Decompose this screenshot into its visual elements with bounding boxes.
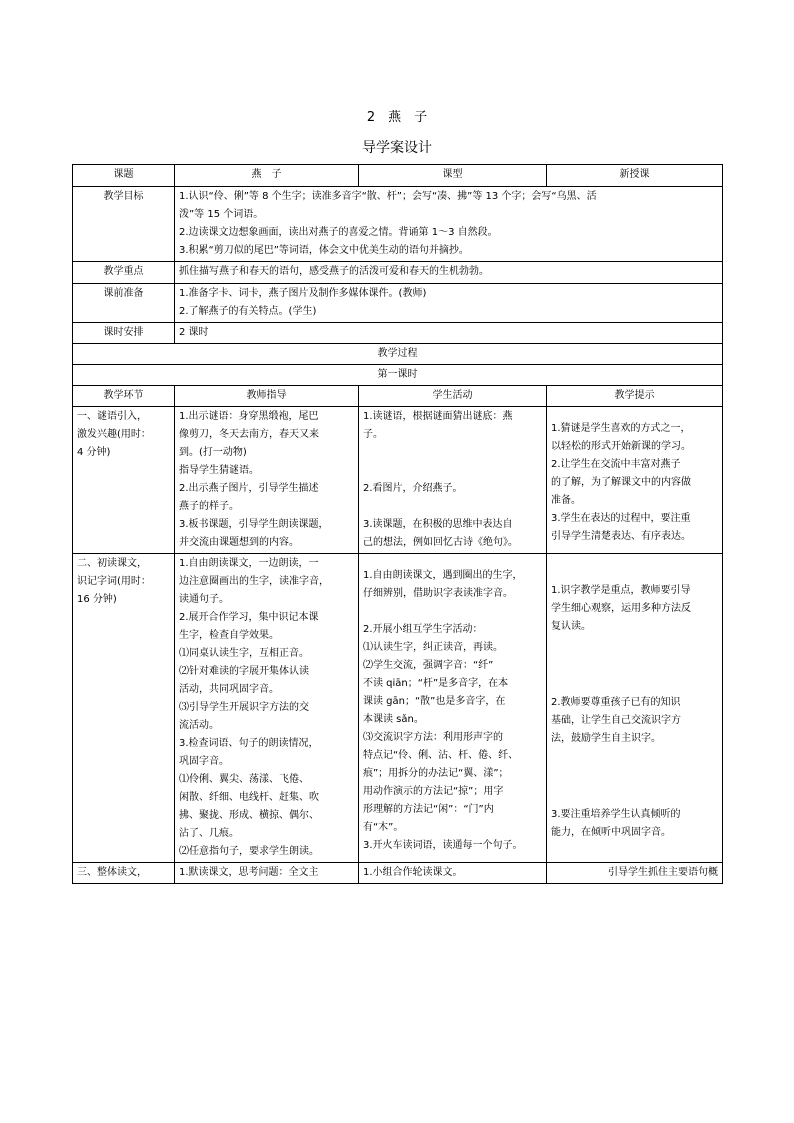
teacher-line: 巩固字音。 bbox=[179, 756, 229, 767]
col-header-teacher: 教师指导 bbox=[175, 386, 359, 407]
period-title: 第一课时 bbox=[73, 365, 723, 386]
teacher-line: 2.展开合作学习，集中识记本课 bbox=[179, 612, 319, 623]
stage-cell bbox=[73, 863, 175, 884]
student-line: 用动作演示的方法记“掠”；用字 bbox=[363, 786, 504, 797]
teacher-cell bbox=[175, 554, 359, 863]
col-header-student: 学生活动 bbox=[359, 386, 547, 407]
goals-row bbox=[73, 187, 723, 262]
student-line: 1.小组合作轮读课文。 bbox=[363, 867, 463, 878]
period-title-row bbox=[73, 365, 723, 386]
student-line: 有“木”。 bbox=[363, 822, 404, 833]
process-title: 教学过程 bbox=[73, 344, 723, 365]
student-cell bbox=[359, 554, 547, 863]
teacher-line: 沾了、几痕。 bbox=[179, 828, 239, 839]
student-line: 本课读 sǎn。 bbox=[363, 714, 424, 725]
type-value: 新授课 bbox=[547, 165, 723, 187]
tips-line: 2.教师要尊重孩子已有的知识 bbox=[551, 697, 681, 708]
teacher-line: 闲散、纤细、电线杆、赶集、吹 bbox=[179, 792, 319, 803]
teacher-cell bbox=[175, 863, 359, 884]
prep-line: 2.了解燕子的有关特点。(学生) bbox=[179, 306, 317, 317]
student-line: 2.看图片，介绍燕子。 bbox=[363, 483, 463, 494]
tips-line: 学生细心观察，运用多种方法反 bbox=[551, 603, 691, 614]
col-header-tips: 教学提示 bbox=[547, 386, 723, 407]
tips-cell bbox=[547, 554, 723, 863]
student-cell bbox=[359, 407, 547, 554]
tips-line: 2.让学生在交流中丰富对燕子 bbox=[551, 459, 681, 470]
tips-line: 3.要注重培养学生认真倾听的 bbox=[551, 809, 681, 820]
goal-line: 1.认识“伶、俐”等 8 个生字；读准多音字“散、杆”；会写“凑、拂”等 13 个字；会写“乌黑、活 bbox=[179, 191, 597, 202]
teacher-line: 1.出示谜语：身穿黑缎袍，尾巴 bbox=[179, 411, 319, 422]
tips-line: 的了解，为了解课文中的内容做 bbox=[551, 477, 691, 488]
goal-line: 2.边读课文边想象画面，读出对燕子的喜爱之情。背诵第 1～3 自然段。 bbox=[179, 227, 498, 238]
teacher-line: 到。(打一动物) bbox=[179, 447, 247, 458]
stage-row bbox=[73, 554, 723, 863]
teacher-line: 1.默读课文，思考问题：全文主 bbox=[179, 867, 319, 878]
stage-line: 识记字词(用时： bbox=[77, 576, 151, 587]
tips-line: 复认读。 bbox=[551, 621, 591, 632]
prep-content bbox=[175, 284, 723, 323]
focus-row bbox=[73, 262, 723, 284]
teacher-line: 并交流由课题想到的内容。 bbox=[179, 537, 299, 548]
student-line: 不读 qiān；“杆”是多音字，在本 bbox=[363, 678, 509, 689]
tips-line: 法，鼓励学生自主识字。 bbox=[551, 733, 661, 744]
topic-label: 课题 bbox=[73, 165, 175, 187]
header-row bbox=[73, 165, 723, 187]
student-line: ⑴认读生字，纠正读音，再读。 bbox=[363, 642, 503, 653]
teacher-line: ⑶引导学生开展识字方法的交 bbox=[179, 702, 309, 713]
stage-line: 三、整体读文， bbox=[77, 867, 147, 878]
teacher-line: ⑴同桌认读生字，互相正音。 bbox=[179, 648, 309, 659]
tips-line: 准备。 bbox=[551, 495, 581, 506]
lesson-plan-table bbox=[72, 164, 723, 884]
teacher-line: 燕子的样子。 bbox=[179, 501, 239, 512]
student-line: 己的想法，例如回忆古诗《绝句》。 bbox=[363, 537, 518, 548]
tips-line: 引导学生清楚表达、有序表达。 bbox=[551, 531, 691, 542]
stage-cell bbox=[73, 554, 175, 863]
column-header-row bbox=[73, 386, 723, 407]
student-line: 2.开展小组互学生字活动： bbox=[363, 624, 483, 635]
student-cell bbox=[359, 863, 547, 884]
tips-line: 3.学生在表达的过程中，要注重 bbox=[551, 513, 691, 524]
tips-line: 1.识字教学是重点，教师要引导 bbox=[551, 585, 691, 596]
stage-row bbox=[73, 407, 723, 554]
schedule-label: 课时安排 bbox=[73, 323, 175, 344]
focus-text: 抓住描写燕子和春天的语句，感受燕子的活泼可爱和春天的生机勃勃。 bbox=[175, 262, 723, 284]
type-label: 课型 bbox=[359, 165, 547, 187]
tips-cell bbox=[547, 407, 723, 554]
stage-row bbox=[73, 863, 723, 884]
tips-line: 引导学生抓住主要语句概 bbox=[608, 867, 718, 878]
teacher-line: 1.自由朗读课文，一边朗读，一 bbox=[179, 558, 319, 569]
student-line: 仔细辨别，借助识字表读准字音。 bbox=[363, 588, 513, 599]
goal-line: 3.积累“剪刀似的尾巴”等词语，体会文中优美生动的语句并摘抄。 bbox=[179, 245, 469, 256]
teacher-line: 读通句子。 bbox=[179, 594, 229, 605]
teacher-line: 生字，检查自学效果。 bbox=[179, 630, 279, 641]
teacher-line: 拂、聚拢、形成、横掠、偶尔、 bbox=[179, 810, 319, 821]
col-header-stage: 教学环节 bbox=[73, 386, 175, 407]
goal-line: 泼”等 15 个词语。 bbox=[179, 209, 264, 220]
tips-line: 基础，让学生自己交流识字方 bbox=[551, 715, 681, 726]
student-line: 特点记“伶、俐、沾、杆、倦、纤、 bbox=[363, 750, 519, 761]
teacher-line: 边注意圈画出的生字，读准字音， bbox=[179, 576, 329, 587]
tips-line: 以轻松的形式开始新课的学习。 bbox=[551, 441, 691, 452]
prep-label: 课前准备 bbox=[73, 284, 175, 323]
student-line: ⑶交流识字方法：利用形声字的 bbox=[363, 732, 503, 743]
teacher-line: ⑵针对难读的字展开集体认读 bbox=[179, 666, 309, 677]
student-line: 形理解的方法记“闲”：“门”内 bbox=[363, 804, 494, 815]
teacher-line: ⑵任意指句子，要求学生朗读。 bbox=[179, 846, 319, 857]
teacher-line: 像剪刀，冬天去南方，春天又来 bbox=[179, 429, 319, 440]
focus-label: 教学重点 bbox=[73, 262, 175, 284]
teacher-line: 2.出示燕子图片，引导学生描述 bbox=[179, 483, 319, 494]
stage-line: 二、初读课文， bbox=[77, 558, 147, 569]
tips-line: 1.猜谜是学生喜欢的方式之一， bbox=[551, 423, 691, 434]
student-line: ⑵学生交流，强调字音：“纤” bbox=[363, 660, 494, 671]
stage-line: 16 分钟) bbox=[77, 594, 117, 605]
student-line: 子。 bbox=[363, 429, 383, 440]
student-line: 1.读谜语，根据谜面猜出谜底：燕 bbox=[363, 411, 513, 422]
goals-label: 教学目标 bbox=[73, 187, 175, 262]
teacher-line: 活动，共同巩固字音。 bbox=[179, 684, 279, 695]
student-line: 1.自由朗读课文，遇到圈出的生字， bbox=[363, 570, 523, 581]
student-line: 3.开火车读词语，读通每一个句子。 bbox=[363, 840, 523, 851]
teacher-line: 流活动。 bbox=[179, 720, 219, 731]
prep-row bbox=[73, 284, 723, 323]
stage-line: 一、谜语引入， bbox=[77, 411, 147, 422]
teacher-cell bbox=[175, 407, 359, 554]
student-line: 课读 gān；“散”也是多音字，在 bbox=[363, 696, 506, 707]
student-line: 3.读课题，在积极的思维中表达自 bbox=[363, 519, 513, 530]
process-title-row bbox=[73, 344, 723, 365]
document-title: 导学案设计 bbox=[362, 140, 432, 156]
schedule-row bbox=[73, 323, 723, 344]
tips-line: 能力，在倾听中巩固字音。 bbox=[551, 827, 671, 838]
lesson-title: 2 燕 子 bbox=[366, 110, 428, 125]
schedule-value: 2 课时 bbox=[175, 323, 723, 344]
tips-cell bbox=[547, 863, 723, 884]
prep-line: 1.准备字卡、词卡，燕子图片及制作多媒体课件。(教师) bbox=[179, 288, 427, 299]
teacher-line: 3.板书课题，引导学生朗读课题， bbox=[179, 519, 329, 530]
topic-value: 燕 子 bbox=[175, 165, 359, 187]
teacher-line: ⑴伶俐、翼尖、荡漾、飞倦、 bbox=[179, 774, 309, 785]
stage-cell bbox=[73, 407, 175, 554]
goals-content bbox=[175, 187, 723, 262]
teacher-line: 指导学生猜谜语。 bbox=[179, 465, 259, 476]
stage-line: 4 分钟) bbox=[77, 447, 111, 458]
student-line: 痕”；用拆分的办法记“翼、漾”； bbox=[363, 768, 509, 779]
teacher-line: 3.检查词语、句子的朗读情况， bbox=[179, 738, 319, 749]
stage-line: 激发兴趣(用时： bbox=[77, 429, 151, 440]
